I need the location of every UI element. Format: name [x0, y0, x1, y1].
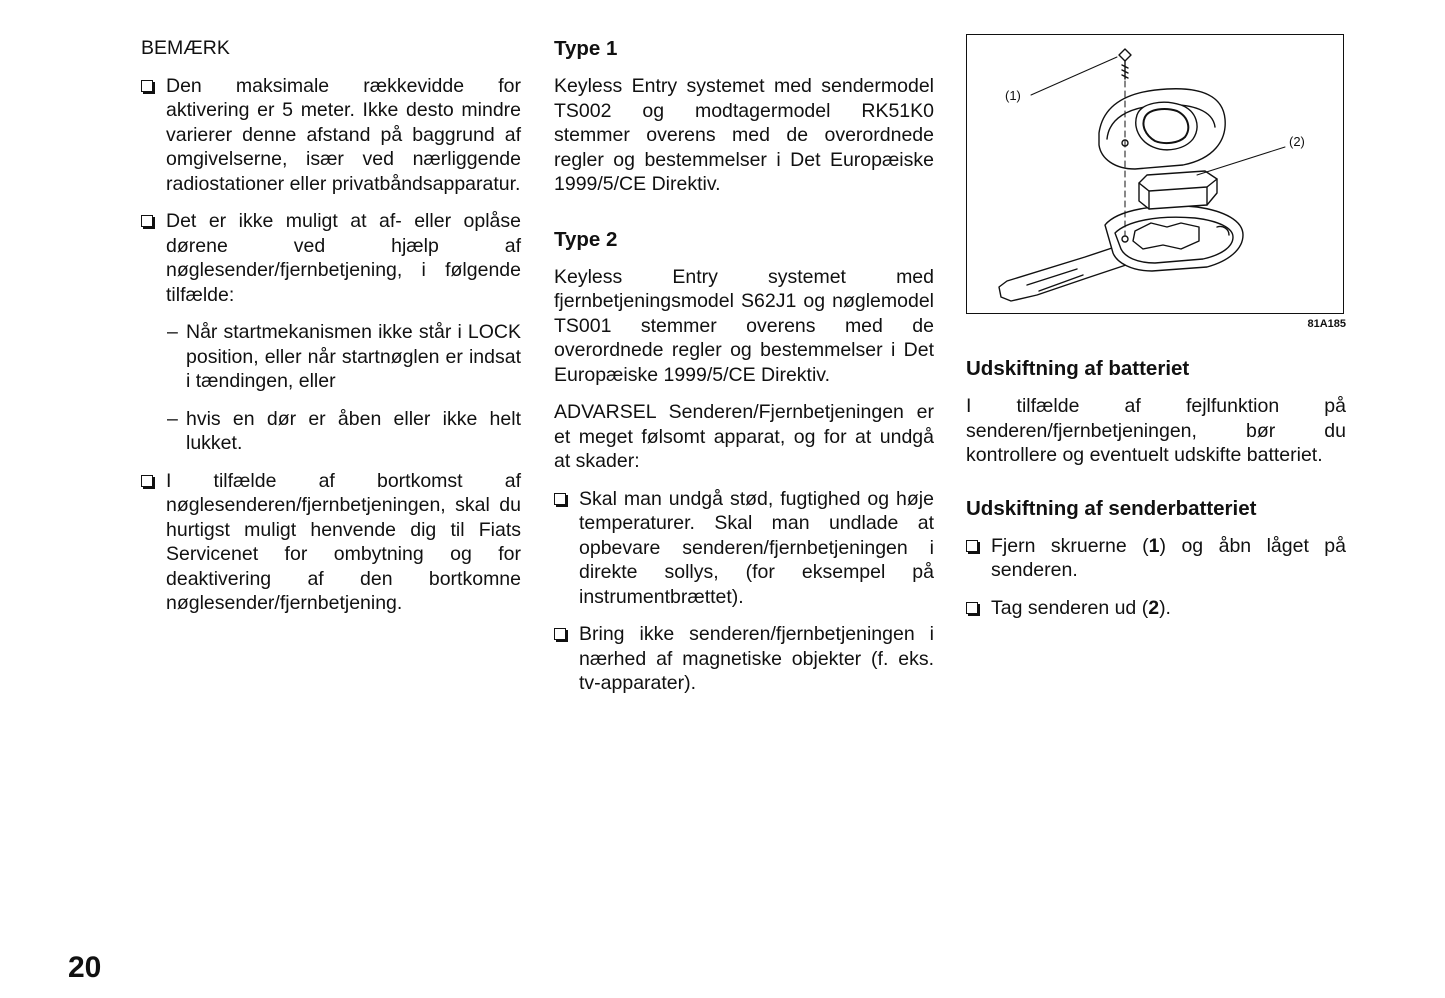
list-item: [554, 487, 934, 610]
key-fob-drawing: [967, 35, 1342, 312]
list-item: [141, 74, 521, 197]
checkbox-bullet-icon: [141, 475, 153, 487]
bullet-text: Det er ikke muligt at af- eller oplåse dørene ved hjælp af nøglesender/fjernbetjening, i følgende tilfælde:: [166, 210, 521, 306]
checkbox-bullet-icon: [141, 80, 153, 92]
type1-text: Keyless Entry systemet med sendermodel TS002 og modtagermodel RK51K0 stemmer overens med de overordnede regler og bestemmelser i Det Europæiske 1999/5/CE Direktiv.: [554, 75, 934, 195]
list-item: [966, 596, 1346, 621]
dash-text: Når startmekanismen ikke står i LOCK position, eller når startnøglen er indsat i tændingen, eller: [186, 321, 521, 392]
step1-text-a: Fjern skruerne (: [991, 534, 1149, 557]
dash-icon: –: [167, 407, 178, 430]
type2-text: Keyless Entry systemet med fjernbetjeningsmodel S62J1 og nøglemodel TS001 stemmer overens med de overordnede regler og bestemmelser i Det Europæiske 1999/5/CE Direktiv.: [554, 265, 934, 386]
figure-code: 81A185: [1307, 318, 1346, 330]
page-number: 20: [68, 951, 102, 984]
dash-text: hvis en dør er åben eller ikke helt lukket.: [186, 407, 521, 454]
key-fob-illustration: [966, 34, 1344, 314]
checkbox-bullet-icon: [554, 493, 566, 505]
checkbox-bullet-icon: [966, 602, 978, 614]
callout-1: (1): [1005, 88, 1021, 103]
step2-number: 2: [1148, 596, 1160, 619]
checkbox-bullet-icon: [141, 215, 153, 227]
step2-text-a: Tag senderen ud (: [991, 596, 1149, 619]
dash-icon: –: [167, 321, 178, 343]
list-item: [966, 534, 1346, 583]
step2-text-b: ).: [1159, 596, 1171, 619]
warning-text: ADVARSEL Senderen/Fjernbetjeningen er et meget følsomt apparat, og for at undgå at skader:: [554, 401, 934, 472]
column-left: [141, 36, 521, 629]
callout-2: (2): [1289, 134, 1305, 149]
dash-list: [167, 320, 521, 456]
dash-item: [167, 320, 521, 394]
dash-item: [167, 407, 521, 456]
list-item: [554, 622, 934, 696]
note-label: BEMÆRK: [141, 37, 230, 59]
list-item: [141, 469, 521, 616]
checkbox-bullet-icon: [966, 540, 978, 552]
bullet-text: Den maksimale rækkevidde for aktivering er 5 meter. Ikke desto mindre varierer denne afstand på baggrund af omgivelserne, især ved nærliggende radiostationer eller privatbåndsapparatur.: [166, 74, 521, 195]
bullet-text: I tilfælde af bortkomst af nøglesenderen/fjernbetjeningen, skal du hurtigst muligt henvende dig til Fiats Servicenet for ombytning og for deaktivering af den bortkomne nøglesender/fjernbetjening.: [166, 469, 521, 614]
bullet-text: Skal man undgå stød, fugtighed og høje temperaturer. Skal man undlade at opbevare senderen/fjernbetjeningen i direkte sollys, (for eksempel på instrumentbrættet).: [579, 487, 934, 608]
list-item: [141, 209, 521, 307]
checkbox-bullet-icon: [554, 628, 566, 640]
column-middle: [554, 36, 934, 709]
column-right: [966, 34, 1346, 633]
sender-heading: Udskiftning af senderbatteriet: [966, 496, 1257, 520]
bullet-text: Bring ikke senderen/fjernbetjeningen i nærhed af magnetiske objekter (f. eks. tv-apparater).: [579, 623, 934, 694]
step1-number: 1: [1148, 534, 1160, 557]
step1-text-b: ) og åbn låget på senderen.: [991, 534, 1346, 581]
type1-heading: Type 1: [554, 37, 618, 60]
type2-heading: Type 2: [554, 227, 618, 251]
battery-heading: Udskiftning af batteriet: [966, 357, 1190, 380]
battery-text: I tilfælde af fejlfunktion på senderen/fjernbetjeningen, bør du kontrollere og eventuelt udskifte batteriet.: [966, 395, 1346, 466]
